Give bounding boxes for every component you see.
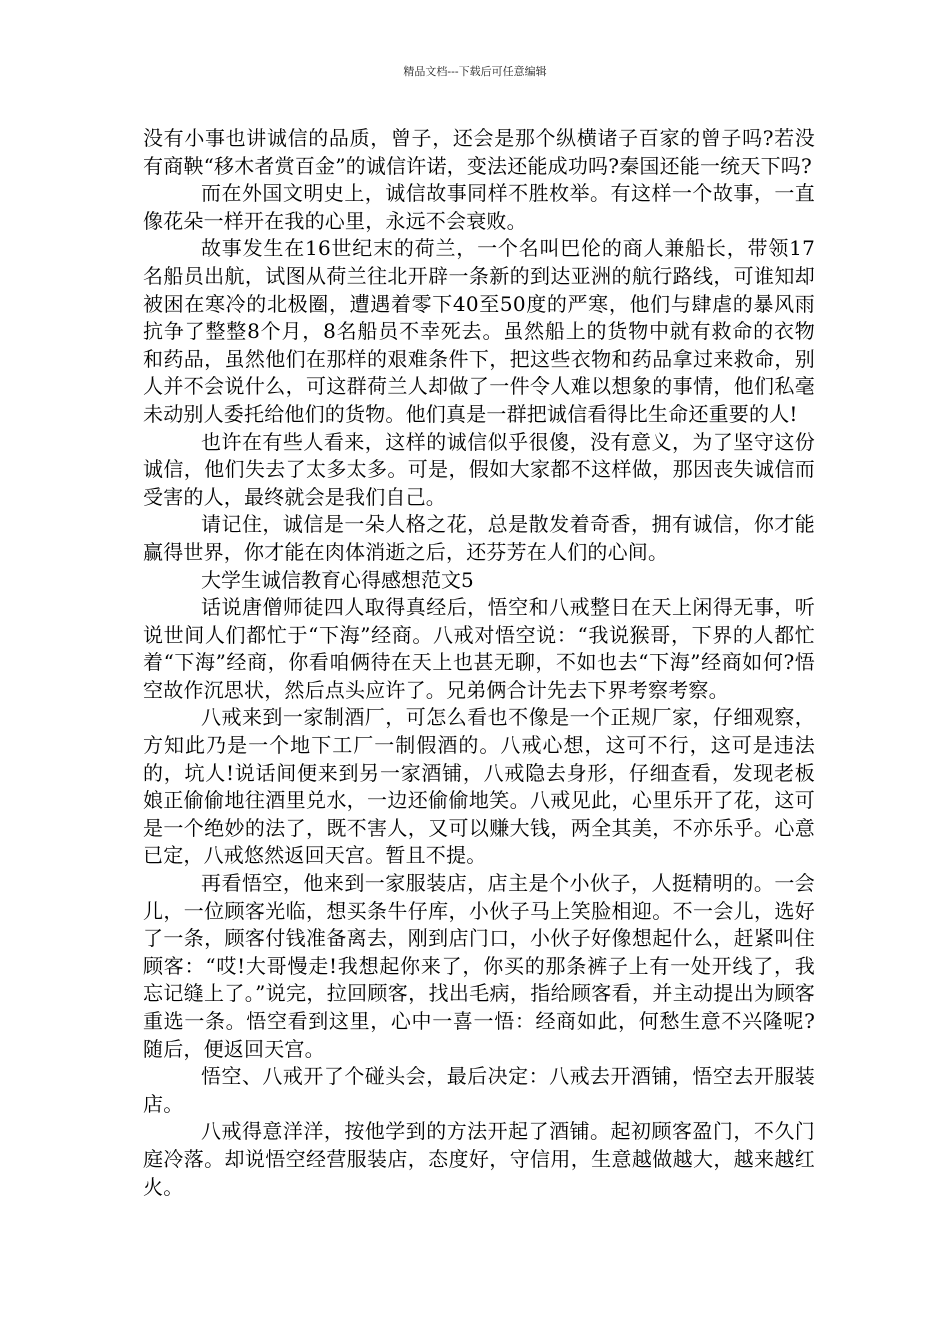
page-header: 精品文档---下载后可任意编辑 — [403, 65, 547, 78]
paragraph-6: 话说唐僧师徒四人取得真经后，悟空和八戒整日在天上闲得无事，听说世间人们都忙于“下海”经商。八戒对悟空说：“我说猴哥，下界的人都忙着“下海”经商，你看咱俩待在天上也甚无聊，不如也去“下海”经商如何?悟空故作沉思状，然后点头应许了。兄弟俩合计先去下界考察考察。 — [143, 595, 815, 702]
paragraph-8: 再看悟空，他来到一家服装店，店主是个小伙子，人挺精明的。一会儿，一位顾客光临，想买条牛仔库，小伙子马上笑脸相迎。不一会儿，选好了一条，顾客付钱准备离去，刚到店门口，小伙子好像想起什么，赶紧叫住顾客：“哎!大哥慢走!我想起你来了，你买的那条裤子上有一处开线了，我忘记缝上了。”说完，拉回顾客，找出毛病，指给顾客看，并主动提出为顾客重选一条。悟空看到这里，心中一喜一悟：经商如此，何愁生意不兴隆呢?随后，便返回天宫。 — [143, 871, 815, 1061]
paragraph-3: 故事发生在16世纪末的荷兰，一个名叫巴伦的商人兼船长，带领17名船员出航，试图从荷兰往北开辟一条新的到达亚洲的航行路线，可谁知却被困在寒冷的北极圈，遭遇着零下40至50度的严寒，他们与肆虐的暴风雨抗争了整整8个月，8名船员不幸死去。虽然船上的货物中就有救命的衣物和药品，虽然他们在那样的艰难条件下，把这些衣物和药品拿过来救命，别人并不会说什么，可这群荷兰人却做了一件令人难以想象的事情，他们私毫未动别人委托给他们的货物。他们真是一群把诚信看得比生命还重要的人! — [143, 236, 815, 426]
paragraph-1: 没有小事也讲诚信的品质，曾子，还会是那个纵横诸子百家的曾子吗?若没有商鞅“移木者赏百金”的诚信许诺，变法还能成功吗?秦国还能一统天下吗? — [143, 126, 815, 178]
paragraph-10: 八戒得意洋洋，按他学到的方法开起了酒铺。起初顾客盈门，不久门庭冷落。却说悟空经营服装店，态度好，守信用，生意越做越大，越来越红火。 — [143, 1119, 815, 1199]
paragraph-7: 八戒来到一家制酒厂，可怎么看也不像是一个正规厂家，仔细观察，方知此乃是一个地下工厂一制假酒的。八戒心想，这可不行，这可是违法的，坑人!说话间便来到另一家酒铺，八戒隐去身形，仔细查看，发现老板娘正偷偷地往酒里兑水，一边还偷偷地笑。八戒见此，心里乐开了花，这可是一个绝妙的法了，既不害人，又可以赚大钱，两全其美，不亦乐乎。心意已定，八戒悠然返回天宫。暂且不提。 — [143, 705, 815, 868]
paragraph-4: 也许在有些人看来，这样的诚信似乎很傻，没有意义，为了坚守这份诚信，他们失去了太多太多。可是，假如大家都不这样做，那因丧失诚信而受害的人，最终就会是我们自己。 — [143, 429, 815, 509]
paragraph-5: 请记住，诚信是一朵人格之花，总是散发着奇香，拥有诚信，你才能赢得世界，你才能在肉体消逝之后，还芬芳在人们的心间。 — [143, 512, 815, 564]
paragraph-2: 而在外国文明史上，诚信故事同样不胜枚举。有这样一个故事，一直像花朵一样开在我的心里，永远不会衰败。 — [143, 181, 815, 233]
section-heading: 大学生诚信教育心得感想范文5 — [201, 567, 474, 592]
paragraph-9: 悟空、八戒开了个碰头会，最后决定：八戒去开酒铺，悟空去开服装店。 — [143, 1064, 815, 1116]
document-body — [143, 125, 815, 1201]
